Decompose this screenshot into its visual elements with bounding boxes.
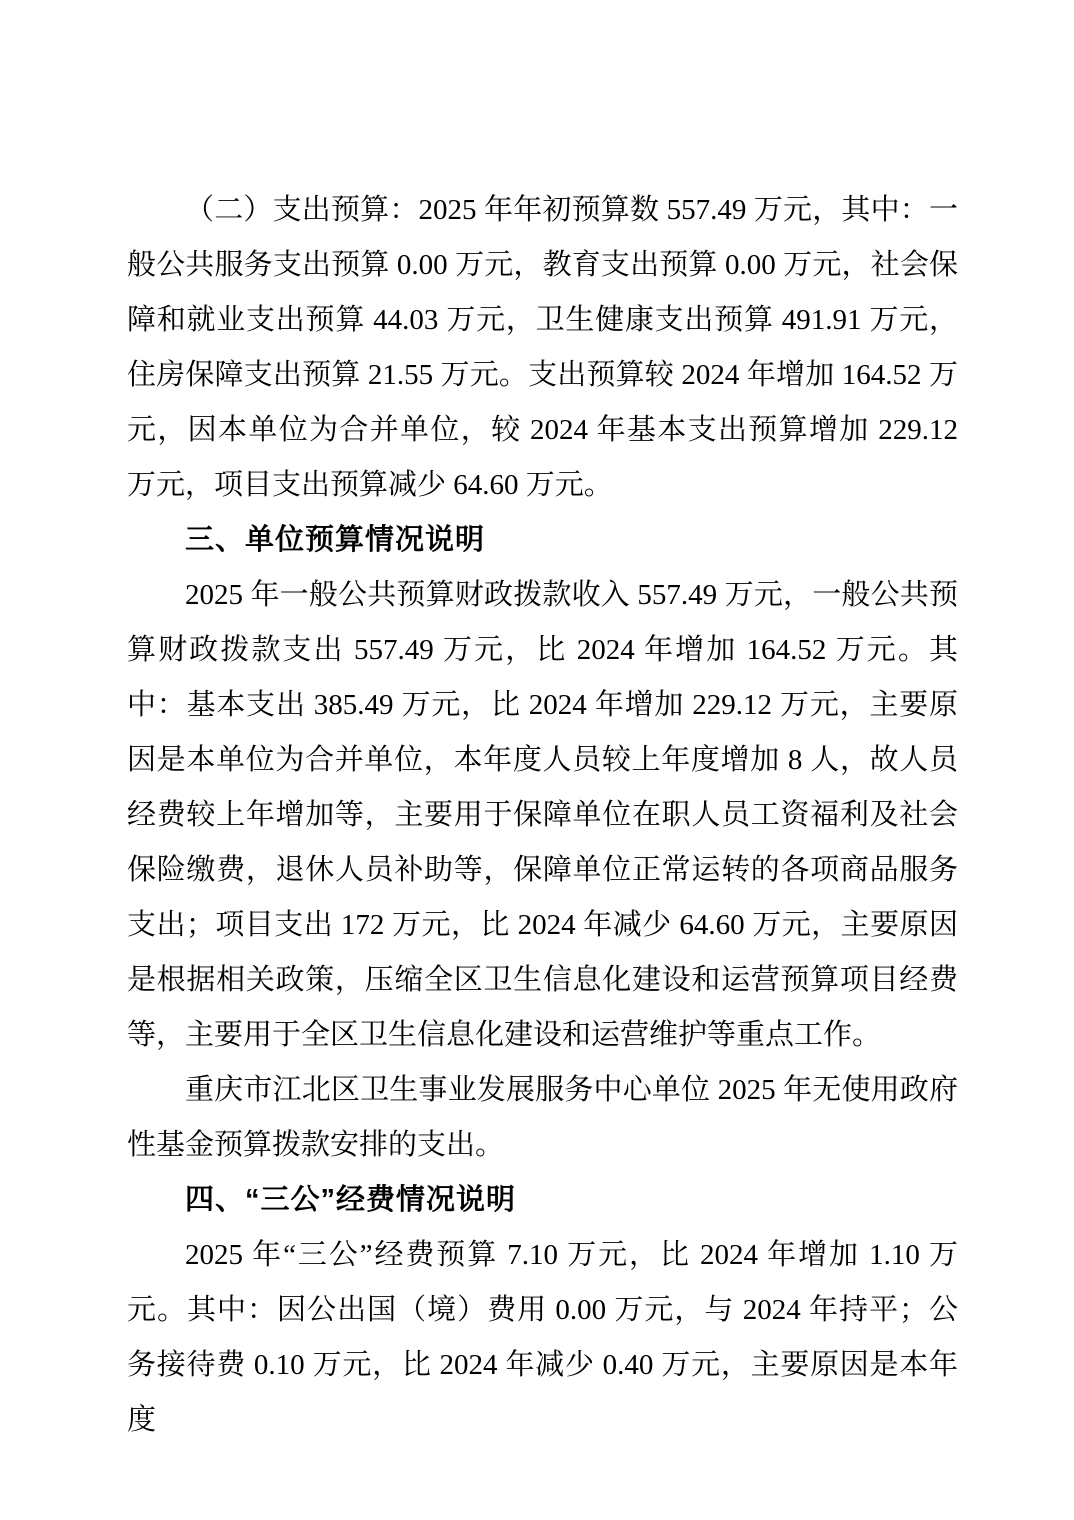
section-heading-unit-budget-explanation: 三、单位预算情况说明 xyxy=(185,524,486,556)
paragraph-three-public-expenses-detail: 2025 年“三公”经费预算 7.10 万元，比 2024 年增加 1.10 万元。其中：因公出国（境）费用 0.00 万元，与 2024 年持平；公务接待费 0.10 万元，比 2024 年减少 0.40 万元，主要原因是本年度 xyxy=(127,1239,958,1436)
paragraph-government-fund-note: 重庆市江北区卫生事业发展服务中心单位 2025 年无使用政府性基金预算拨款安排的支出。 xyxy=(127,1074,958,1161)
paragraph-unit-budget-detail: 2025 年一般公共预算财政拨款收入 557.49 万元，一般公共预算财政拨款支出 557.49 万元，比 2024 年增加 164.52 万元。其中：基本支出 385.49 万元，比 2024 年增加 229.12 万元，主要原因是本单位为合并单位，本年度人员较上年度增加 8 人，故人员经费较上年增加等，主要用于保障单位在职人员工资福利及社会保险缴费，退休人员补助等，保障单位正常运转的各项商品服务支出；项目支出 172 万元，比 2024 年减少 64.60 万元，主要原因是根据相关政策，压缩全区卫生信息化建设和运营预算项目经费等，主要用于全区卫生信息化建设和运营维护等重点工作。 xyxy=(127,579,958,1051)
section-heading-three-public-expenses: 四、“三公”经费情况说明 xyxy=(185,1184,517,1216)
paragraph-expenditure-budget: （二）支出预算：2025 年年初预算数 557.49 万元，其中：一般公共服务支出预算 0.00 万元，教育支出预算 0.00 万元，社会保障和就业支出预算 44.03 万元，卫生健康支出预算 491.91 万元，住房保障支出预算 21.55 万元。支出预算较 2024 年增加 164.52 万元，因本单位为合并单位，较 2024 年基本支出预算增加 229.12 万元，项目支出预算减少 64.60 万元。 xyxy=(127,194,958,501)
document-body xyxy=(127,183,958,1448)
